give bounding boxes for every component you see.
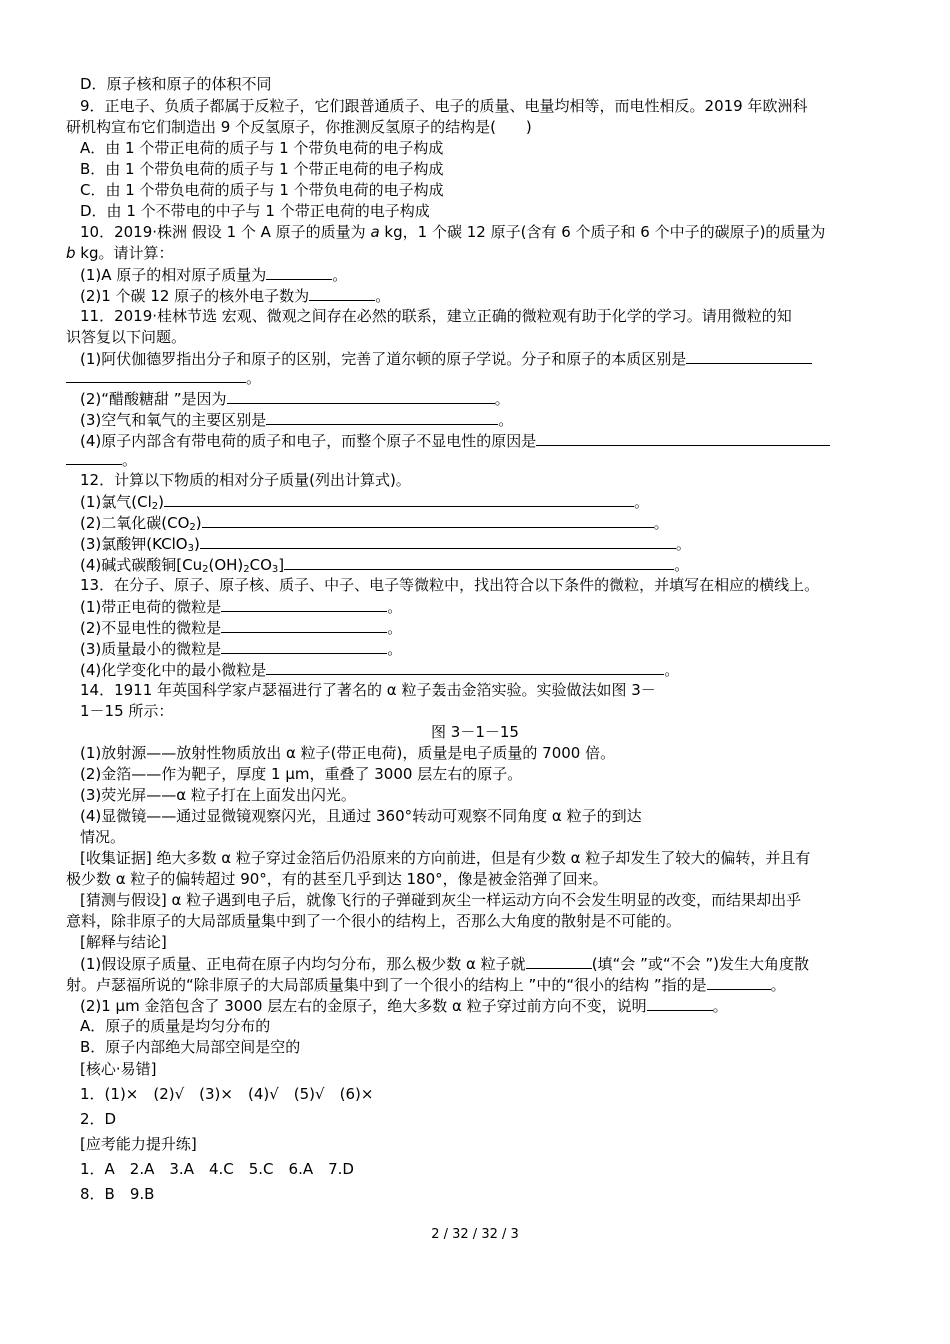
q11-part2-text: (2)“醋酸糖甜 ”是因为	[80, 390, 227, 408]
answer-blank[interactable]	[221, 617, 387, 633]
q14-option-b: B．原子内部绝大局部空间是空的	[80, 1038, 301, 1056]
period: 。	[498, 411, 514, 429]
period: 。	[712, 997, 728, 1015]
q14-explain1-text: (填“会 ”或“不会 ”)发生大角度散	[591, 955, 810, 973]
period: 。	[387, 598, 403, 616]
subscript: 2	[202, 564, 209, 575]
q10-stem-text: kg，1 个碳 12 原子(含有 6 个质子和 6 个中子的碳原子)的质量为	[379, 223, 826, 241]
q12-part1-text: (1)氯气(Cl	[80, 493, 152, 511]
q12-part3-text: (3)氯酸钾(KClO	[80, 535, 188, 553]
answer-blank[interactable]	[266, 409, 498, 425]
q14-explain1-text: (1)假设原子质量、正电荷在原子内均匀分布，那么极少数 α 粒子就	[80, 955, 526, 973]
q10-stem-text: kg。请计算：	[75, 244, 174, 262]
q8-option-d: D．原子核和原子的体积不同	[80, 75, 272, 93]
q9-stem-line1: 9．正电子、负质子都属于反粒子，它们跟普通质子、电子的质量、电量均相等，而电性相反。2019 年欧洲科	[80, 97, 808, 115]
q12-stem: 12．计算以下物质的相对分子质量(列出计算式)。	[80, 471, 411, 489]
subscript: 2	[243, 564, 250, 575]
q12-part3	[80, 533, 691, 554]
q14-stem-line1: 14．1911 年英国科学家卢瑟福进行了著名的 α 粒子轰击金箔实验。实验做法如图 3－	[80, 681, 656, 699]
q12-part4-text: CO	[249, 556, 272, 574]
q12-part1-text: )	[158, 493, 164, 511]
answer-blank[interactable]	[66, 367, 246, 383]
q11-part1	[80, 348, 812, 369]
q13-part1	[80, 596, 402, 617]
answer-blank[interactable]	[309, 285, 375, 301]
q11-part3	[80, 409, 513, 430]
answer-blank[interactable]	[200, 533, 676, 549]
answers-core-heading: [核心·易错]	[80, 1060, 157, 1078]
q10-part1-text: (1)A 原子的相对原子质量为	[80, 266, 267, 284]
q9-option-a: A．由 1 个带正电荷的质子与 1 个带负电荷的电子构成	[80, 139, 444, 157]
period: 。	[653, 514, 669, 532]
period: 。	[387, 640, 403, 658]
period: 。	[633, 493, 649, 511]
answer-blank[interactable]	[164, 491, 634, 507]
answer-blank[interactable]	[266, 659, 664, 675]
answer-blank[interactable]	[221, 638, 387, 654]
q13-part3-text: (3)质量最小的微粒是	[80, 640, 222, 658]
period: 。	[332, 266, 348, 284]
q14-desc2: (2)金箔——作为靶子，厚度 1 μm，重叠了 3000 层左右的原子。	[80, 765, 523, 783]
answer-blank[interactable]	[707, 974, 771, 990]
answer-blank[interactable]	[66, 449, 122, 465]
answers-core-2: 2．D	[80, 1110, 117, 1128]
q13-part2-text: (2)不显电性的微粒是	[80, 619, 222, 637]
q11-part4	[80, 430, 830, 451]
answer-blank[interactable]	[202, 512, 654, 528]
q11-stem-line1: 11．2019·桂林节选 宏观、微观之间存在必然的联系，建立正确的微粒观有助于化学的学习。请用微粒的知	[80, 307, 792, 325]
q10-var-b: b	[66, 244, 76, 262]
q12-part2	[80, 512, 669, 533]
q12-part2-text: )	[195, 514, 202, 532]
period: 。	[246, 369, 262, 387]
q10-var-a: a	[370, 223, 380, 241]
q9-option-b: B．由 1 个带负电荷的质子与 1 个带正电荷的电子构成	[80, 160, 444, 178]
q9-stem-line2: 研机构宣布它们制造出 9 个反氢原子，你推测反氢原子的结构是( )	[66, 118, 532, 136]
subscript: 3	[187, 543, 194, 554]
q11-part1-text: (1)阿伏伽德罗指出分子和原子的区别，完善了道尔顿的原子学说。分子和原子的本质区别是	[80, 350, 687, 368]
q11-part1-cont	[66, 367, 261, 388]
q11-part2	[80, 388, 510, 409]
q10-part2	[80, 285, 390, 306]
q13-stem: 13．在分子、原子、原子核、质子、中子、电子等微粒中，找出符合以下条件的微粒，并填写在相应的横线上。	[80, 576, 820, 594]
period: 。	[375, 287, 391, 305]
q14-explain1-cont	[66, 974, 786, 995]
q14-desc4: (4)显微镜——通过显微镜观察闪光，且通过 360°转动可观察不同角度 α 粒子的到达	[80, 807, 642, 825]
q10-stem-line1	[80, 222, 825, 242]
q12-part2-text: (2)二氧化碳(CO	[80, 514, 190, 532]
q14-explain2-text: (2)1 μm 金箔包含了 3000 层左右的金原子，绝大多数 α 粒子穿过前方向不变，说明	[80, 997, 647, 1015]
q14-desc1: (1)放射源——放射性物质放出 α 粒子(带正电荷)，质量是电子质量的 7000 倍。	[80, 744, 616, 762]
subscript: 2	[189, 522, 196, 533]
q12-part3-text: )	[193, 535, 200, 553]
q14-hypothesis-line1: [猜测与假设] α 粒子遇到电子后，就像飞行的子弹碰到灰尘一样运动方向不会发生明显的改变，而结果却出乎	[80, 891, 802, 909]
period: 。	[664, 661, 680, 679]
q12-part4-text: ]	[278, 556, 285, 574]
q13-part2	[80, 617, 402, 638]
q12-part4	[80, 554, 689, 575]
answer-blank[interactable]	[221, 596, 387, 612]
q14-evidence-line1: [收集证据] 绝大多数 α 粒子穿过金箔后仍沿原来的方向前进，但是有少数 α 粒子却发生了较大的偏转，并且有	[80, 849, 811, 867]
answer-blank[interactable]	[686, 348, 812, 364]
q14-explain2	[80, 995, 728, 1016]
q11-part4-text: (4)原子内部含有带电荷的质子和电子，而整个原子不显电性的原因是	[80, 432, 537, 450]
q12-part4-text: (4)碱式碳酸铜[Cu	[80, 556, 203, 574]
q12-part1	[80, 491, 649, 512]
answer-blank[interactable]	[647, 995, 713, 1011]
period: 。	[122, 451, 138, 469]
answers-app-2: 8．B 9.B	[80, 1185, 155, 1203]
subscript: 3	[271, 564, 279, 575]
q14-explain-heading: [解释与结论]	[80, 933, 167, 951]
q11-part4-cont	[66, 449, 137, 470]
q14-desc4-cont: 情况。	[80, 828, 126, 846]
answer-blank[interactable]	[266, 264, 332, 280]
answers-app-1: 1．A 2.A 3.A 4.C 5.C 6.A 7.D	[80, 1160, 354, 1178]
q14-option-a: A．原子的质量是均匀分布的	[80, 1017, 271, 1035]
q10-part1	[80, 264, 347, 285]
q13-part3	[80, 638, 402, 659]
q10-stem-line2	[66, 243, 174, 263]
q9-option-c: C．由 1 个带负电荷的质子与 1 个带负电荷的电子构成	[80, 181, 444, 199]
q14-desc3: (3)荧光屏——α 粒子打在上面发出闪光。	[80, 786, 356, 804]
answer-blank[interactable]	[526, 953, 592, 969]
period: 。	[674, 556, 690, 574]
q14-stem-line2: 1－15 所示：	[80, 702, 174, 720]
period: 。	[675, 535, 691, 553]
figure-caption: 图 3－1－15	[431, 723, 519, 741]
subscript: 2	[151, 501, 159, 512]
q13-part4-text: (4)化学变化中的最小微粒是	[80, 661, 267, 679]
q13-part1-text: (1)带正电荷的微粒是	[80, 598, 222, 616]
q14-explain1	[80, 953, 809, 974]
q14-evidence-line2: 极少数 α 粒子的偏转超过 90°，有的甚至几乎到达 180°，像是被金箔弹了回来。	[66, 870, 608, 888]
page-number-footer: 2 / 32 / 32 / 3	[431, 1227, 519, 1242]
q9-option-d: D．由 1 个不带电的中子与 1 个带正电荷的电子构成	[80, 202, 430, 220]
period: 。	[494, 390, 510, 408]
q13-part4	[80, 659, 679, 680]
answers-app-heading: [应考能力提升练]	[80, 1135, 197, 1153]
answer-blank[interactable]	[536, 430, 830, 446]
period: 。	[770, 976, 786, 994]
q10-stem-text: 10．2019·株洲 假设 1 个 A 原子的质量为	[80, 223, 371, 241]
q14-hypothesis-line2: 意料，除非原子的大局部质量集中到了一个很小的结构上，否那么大角度的散射是不可能的。	[66, 912, 682, 930]
q10-part2-text: (2)1 个碳 12 原子的核外电子数为	[80, 287, 310, 305]
answers-core-1: 1．(1)× (2)√ (3)× (4)√ (5)√ (6)×	[80, 1085, 374, 1103]
period: 。	[387, 619, 403, 637]
answer-blank[interactable]	[227, 388, 495, 404]
q11-stem-line2: 识答复以下问题。	[66, 328, 187, 346]
answer-blank[interactable]	[284, 554, 674, 570]
q14-explain1-text: 射。卢瑟福所说的“除非原子的大局部质量集中到了一个很小的结构上 ”中的“很小的结构 ”指的是	[66, 976, 707, 994]
q12-part4-text: (OH)	[208, 556, 244, 574]
q11-part3-text: (3)空气和氧气的主要区别是	[80, 411, 267, 429]
